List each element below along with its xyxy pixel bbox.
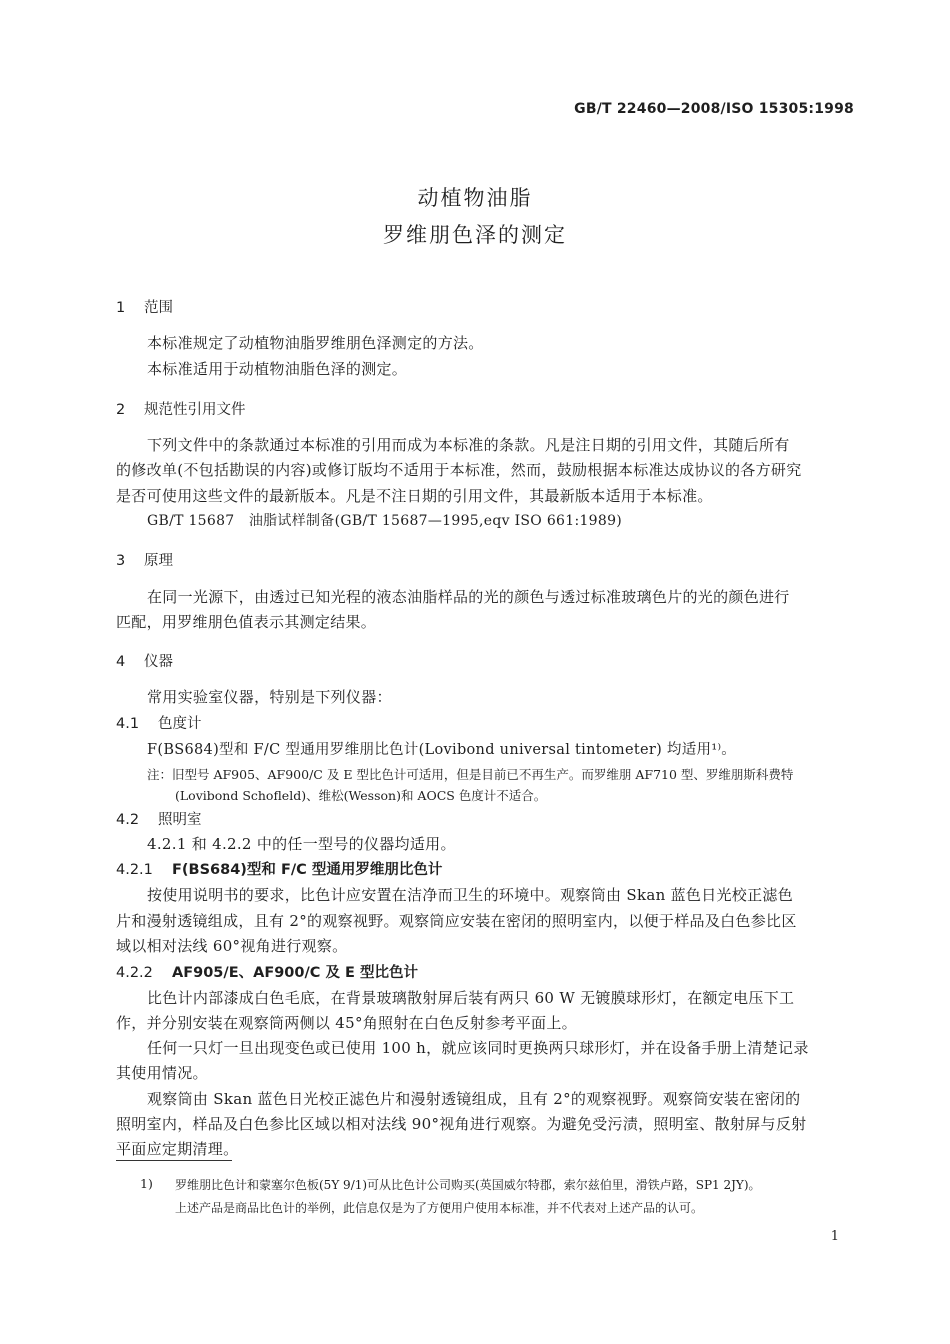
subsection-4-1-para: F(BS684)型和 F/C 型通用罗维朋比色计(Lovibond universal tintometer) 均适用¹⁾。 [147,742,737,758]
page-number: 1 [830,1229,839,1244]
subsection-4-1-heading: 4.1 色度计 [116,716,202,732]
subsection-4-2-1-line-3: 域以相对法线 60°视角进行观察。 [116,937,348,955]
subsection-4-2-2-line-5: 观察筒由 Skan 蓝色日光校正滤色片和漫射透镜组成，且有 2°的观察视野。观察筒安装在密闭的 [147,1090,801,1108]
footnote-divider [116,1160,232,1161]
standard-code: GB/T 22460—2008/ISO 15305:1998 [574,101,854,117]
note-line-2: (Lovibond Schofleld)、维松(Wesson)和 AOCS 色度计不适合。 [175,788,547,803]
subsection-4-2-para: 4.2.1 和 4.2.2 中的任一型号的仪器均适用。 [147,835,456,853]
section-4-heading: 4 仪器 [116,654,173,670]
note-line-1: 注：旧型号 AF905、AF900/C 及 E 型比色计可适用，但是目前已不再生产。而罗维朋 AF710 型、罗维朋斯科费特 [147,767,794,782]
subsection-4-2-1-line-1: 按使用说明书的要求，比色计应安置在洁净而卫生的环境中。观察筒由 Skan 蓝色日光校正滤色 [147,886,794,904]
subsection-4-2-1-line-2: 片和漫射透镜组成，且有 2°的观察视野。观察筒应安装在密闭的照明室内，以便于样品及白色参比区 [116,912,797,930]
subsection-4-2-2-line-7: 平面应定期清理。 [116,1140,239,1158]
subsection-4-2-2-line-3: 任何一只灯一旦出现变色或已使用 100 h，就应该同时更换两只球形灯，并在设备手册上清楚记录 [147,1039,809,1057]
section-1-heading: 1 范围 [116,300,173,316]
section-1-para-1: 本标准规定了动植物油脂罗维朋色泽测定的方法。 [147,334,484,352]
subsection-4-2-2-line-4: 其使用情况。 [116,1064,208,1082]
section-3-line-2: 匹配，用罗维朋色值表示其测定结果。 [116,613,377,631]
section-2-heading: 2 规范性引用文件 [116,402,246,418]
section-3-heading: 3 原理 [116,553,173,569]
section-4-para-1: 常用实验室仪器，特别是下列仪器： [147,688,392,706]
title-line-2: 罗维朋色泽的测定 [383,223,567,247]
section-1-para-2: 本标准适用于动植物油脂色泽的测定。 [147,360,408,378]
title-line-1: 动植物油脂 [417,186,533,210]
subsection-4-2-2-line-2: 作，并分别安装在观察筒两侧以 45°角照射在白色反射参考平面上。 [116,1014,577,1032]
footnote-line-1: 罗维朋比色计和蒙塞尔色板(5Y 9/1)可从比色计公司购买(英国威尔特郡，索尔兹伯里，滑铁卢路，SP1 2JY)。 [175,1178,761,1192]
section-3-line-1: 在同一光源下，由透过已知光程的液态油脂样品的光的颜色与透过标准玻璃色片的光的颜色进行 [147,588,790,606]
section-2-reference: GB/T 15687 油脂试样制备(GB/T 15687—1995,eqv ISO 661:1989) [147,513,623,529]
subsection-4-2-heading: 4.2 照明室 [116,812,202,828]
subsection-4-2-2-line-1: 比色计内部漆成白色毛底，在背景玻璃散射屏后装有两只 60 W 无镀膜球形灯，在额定电压下工 [147,989,795,1007]
section-2-line-1: 下列文件中的条款通过本标准的引用而成为本标准的条款。凡是注日期的引用文件，其随后所有 [147,436,790,454]
section-2-line-3: 是否可使用这些文件的最新版本。凡是不注日期的引用文件，其最新版本适用于本标准。 [116,487,713,505]
section-2-line-2: 的修改单(不包括勘误的内容)或修订版均不适用于本标准，然而，鼓励根据本标准达成协议的各方研究 [116,461,802,479]
footnote-line-2: 上述产品是商品比色计的举例，此信息仅是为了方便用户使用本标准，并不代表对上述产品的认可。 [175,1201,704,1215]
footnote-marker: 1) [140,1176,153,1191]
subsection-4-2-2-heading: 4.2.2 AF905/E、AF900/C 及 E 型比色计 [116,965,418,981]
subsection-4-2-1-heading: 4.2.1 F(BS684)型和 F/C 型通用罗维朋比色计 [116,862,443,878]
subsection-4-2-2-line-6: 照明室内，样品及白色参比区域以相对法线 90°视角进行观察。为避免受污渍，照明室、散射屏与反射 [116,1115,807,1133]
